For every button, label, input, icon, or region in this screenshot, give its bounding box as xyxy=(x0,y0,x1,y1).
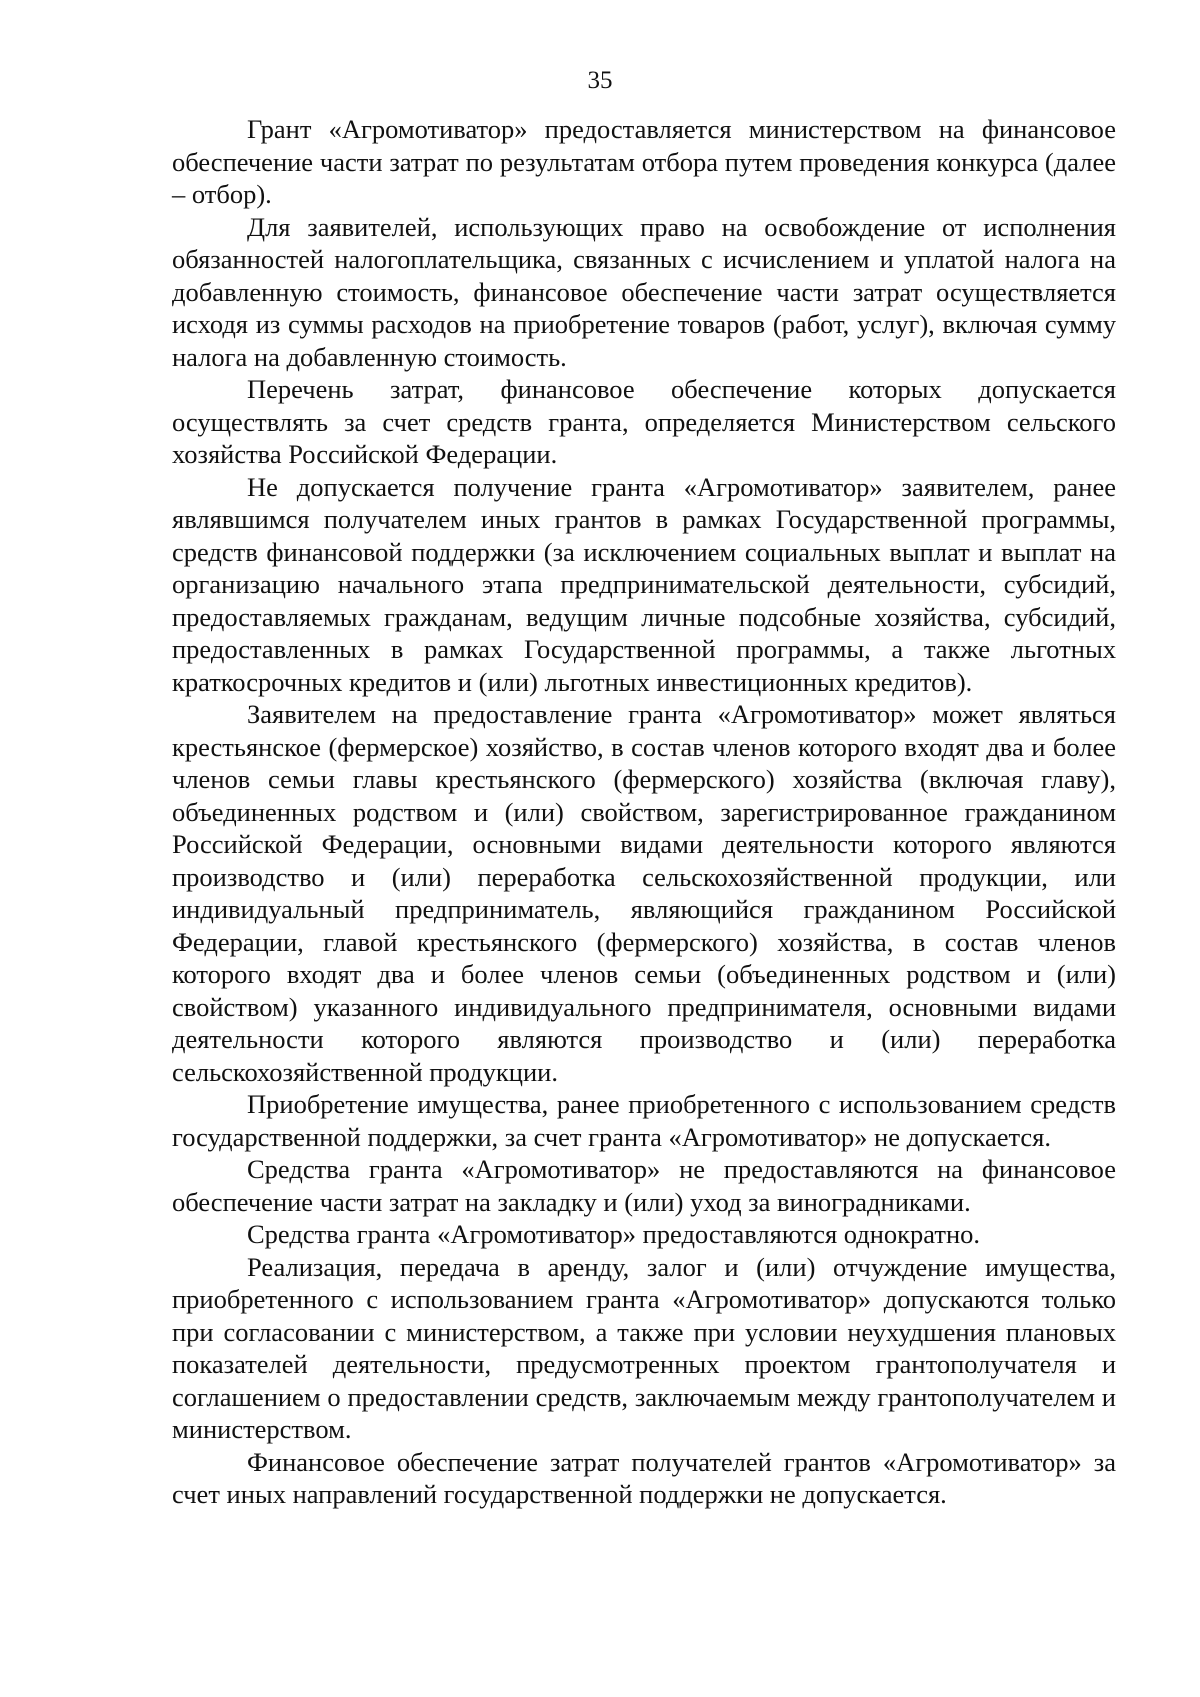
paragraph: Реализация, передача в аренду, залог и (или) отчуждение имущества, приобретенного с использованием гранта «Агромотиватор» допускаются только при согласовании с министерством, а также при условии неухудшения плановых показателей деятельности, предусмотренных проектом грантополучателя и соглашением о предоставлении средств, заключаемым между грантополучателем и министерством. xyxy=(172,1251,1116,1444)
document-body xyxy=(172,113,1116,1511)
paragraph: Грант «Агромотиватор» предоставляется министерством на финансовое обеспечение части затрат по результатам отбора путем проведения конкурса (далее – отбор). xyxy=(172,114,1116,209)
paragraph: Заявителем на предоставление гранта «Агромотиватор» может являться крестьянское (фермерское) хозяйство, в состав членов которого входят два и более членов семьи главы крестьянского (фермерского) хозяйства (включая главу), объединенных родством и (или) свойством, зарегистрированное гражданином Российской Федерации, основными видами деятельности которого являются производство и (или) переработка сельскохозяйственной продукции, или индивидуальный предприниматель, являющийся гражданином Российской Федерации, главой крестьянского (фермерского) хозяйства, в состав членов которого входят два и более членов семьи (объединенных родством и (или) свойством) указанного индивидуального предпринимателя, основными видами деятельности которого являются производство и (или) переработка сельскохозяйственной продукции. xyxy=(172,699,1116,1087)
paragraph: Приобретение имущества, ранее приобретенного с использованием средств государственной поддержки, за счет гранта «Агромотиватор» не допускается. xyxy=(172,1089,1116,1152)
paragraph: Финансовое обеспечение затрат получателей грантов «Агромотиватор» за счет иных направлений государственной поддержки не допускается. xyxy=(172,1446,1116,1509)
page-number: 35 xyxy=(587,67,613,94)
paragraph: Средства гранта «Агромотиватор» предоставляются однократно. xyxy=(247,1219,981,1249)
paragraph: Для заявителей, использующих право на освобождение от исполнения обязанностей налогоплательщика, связанных с исчислением и уплатой налога на добавленную стоимость, финансовое обеспечение части затрат осуществляется исходя из суммы расходов на приобретение товаров (работ, услуг), включая сумму налога на добавленную стоимость. xyxy=(172,211,1116,372)
paragraph: Не допускается получение гранта «Агромотиватор» заявителем, ранее являвшимся получателем иных грантов в рамках Государственной программы, средств финансовой поддержки (за исключением социальных выплат и выплат на организацию начального этапа предпринимательской деятельности, субсидий, предоставляемых гражданам, ведущим личные подсобные хозяйства, субсидий, предоставленных в рамках Государственной программы, а также льготных краткосрочных кредитов и (или) льготных инвестиционных кредитов). xyxy=(172,471,1116,697)
paragraph: Средства гранта «Агромотиватор» не предоставляются на финансовое обеспечение части затрат на закладку и (или) уход за виноградниками. xyxy=(172,1154,1116,1217)
paragraph: Перечень затрат, финансовое обеспечение которых допускается осуществлять за счет средств гранта, определяется Министерством сельского хозяйства Российской Федерации. xyxy=(172,374,1116,469)
